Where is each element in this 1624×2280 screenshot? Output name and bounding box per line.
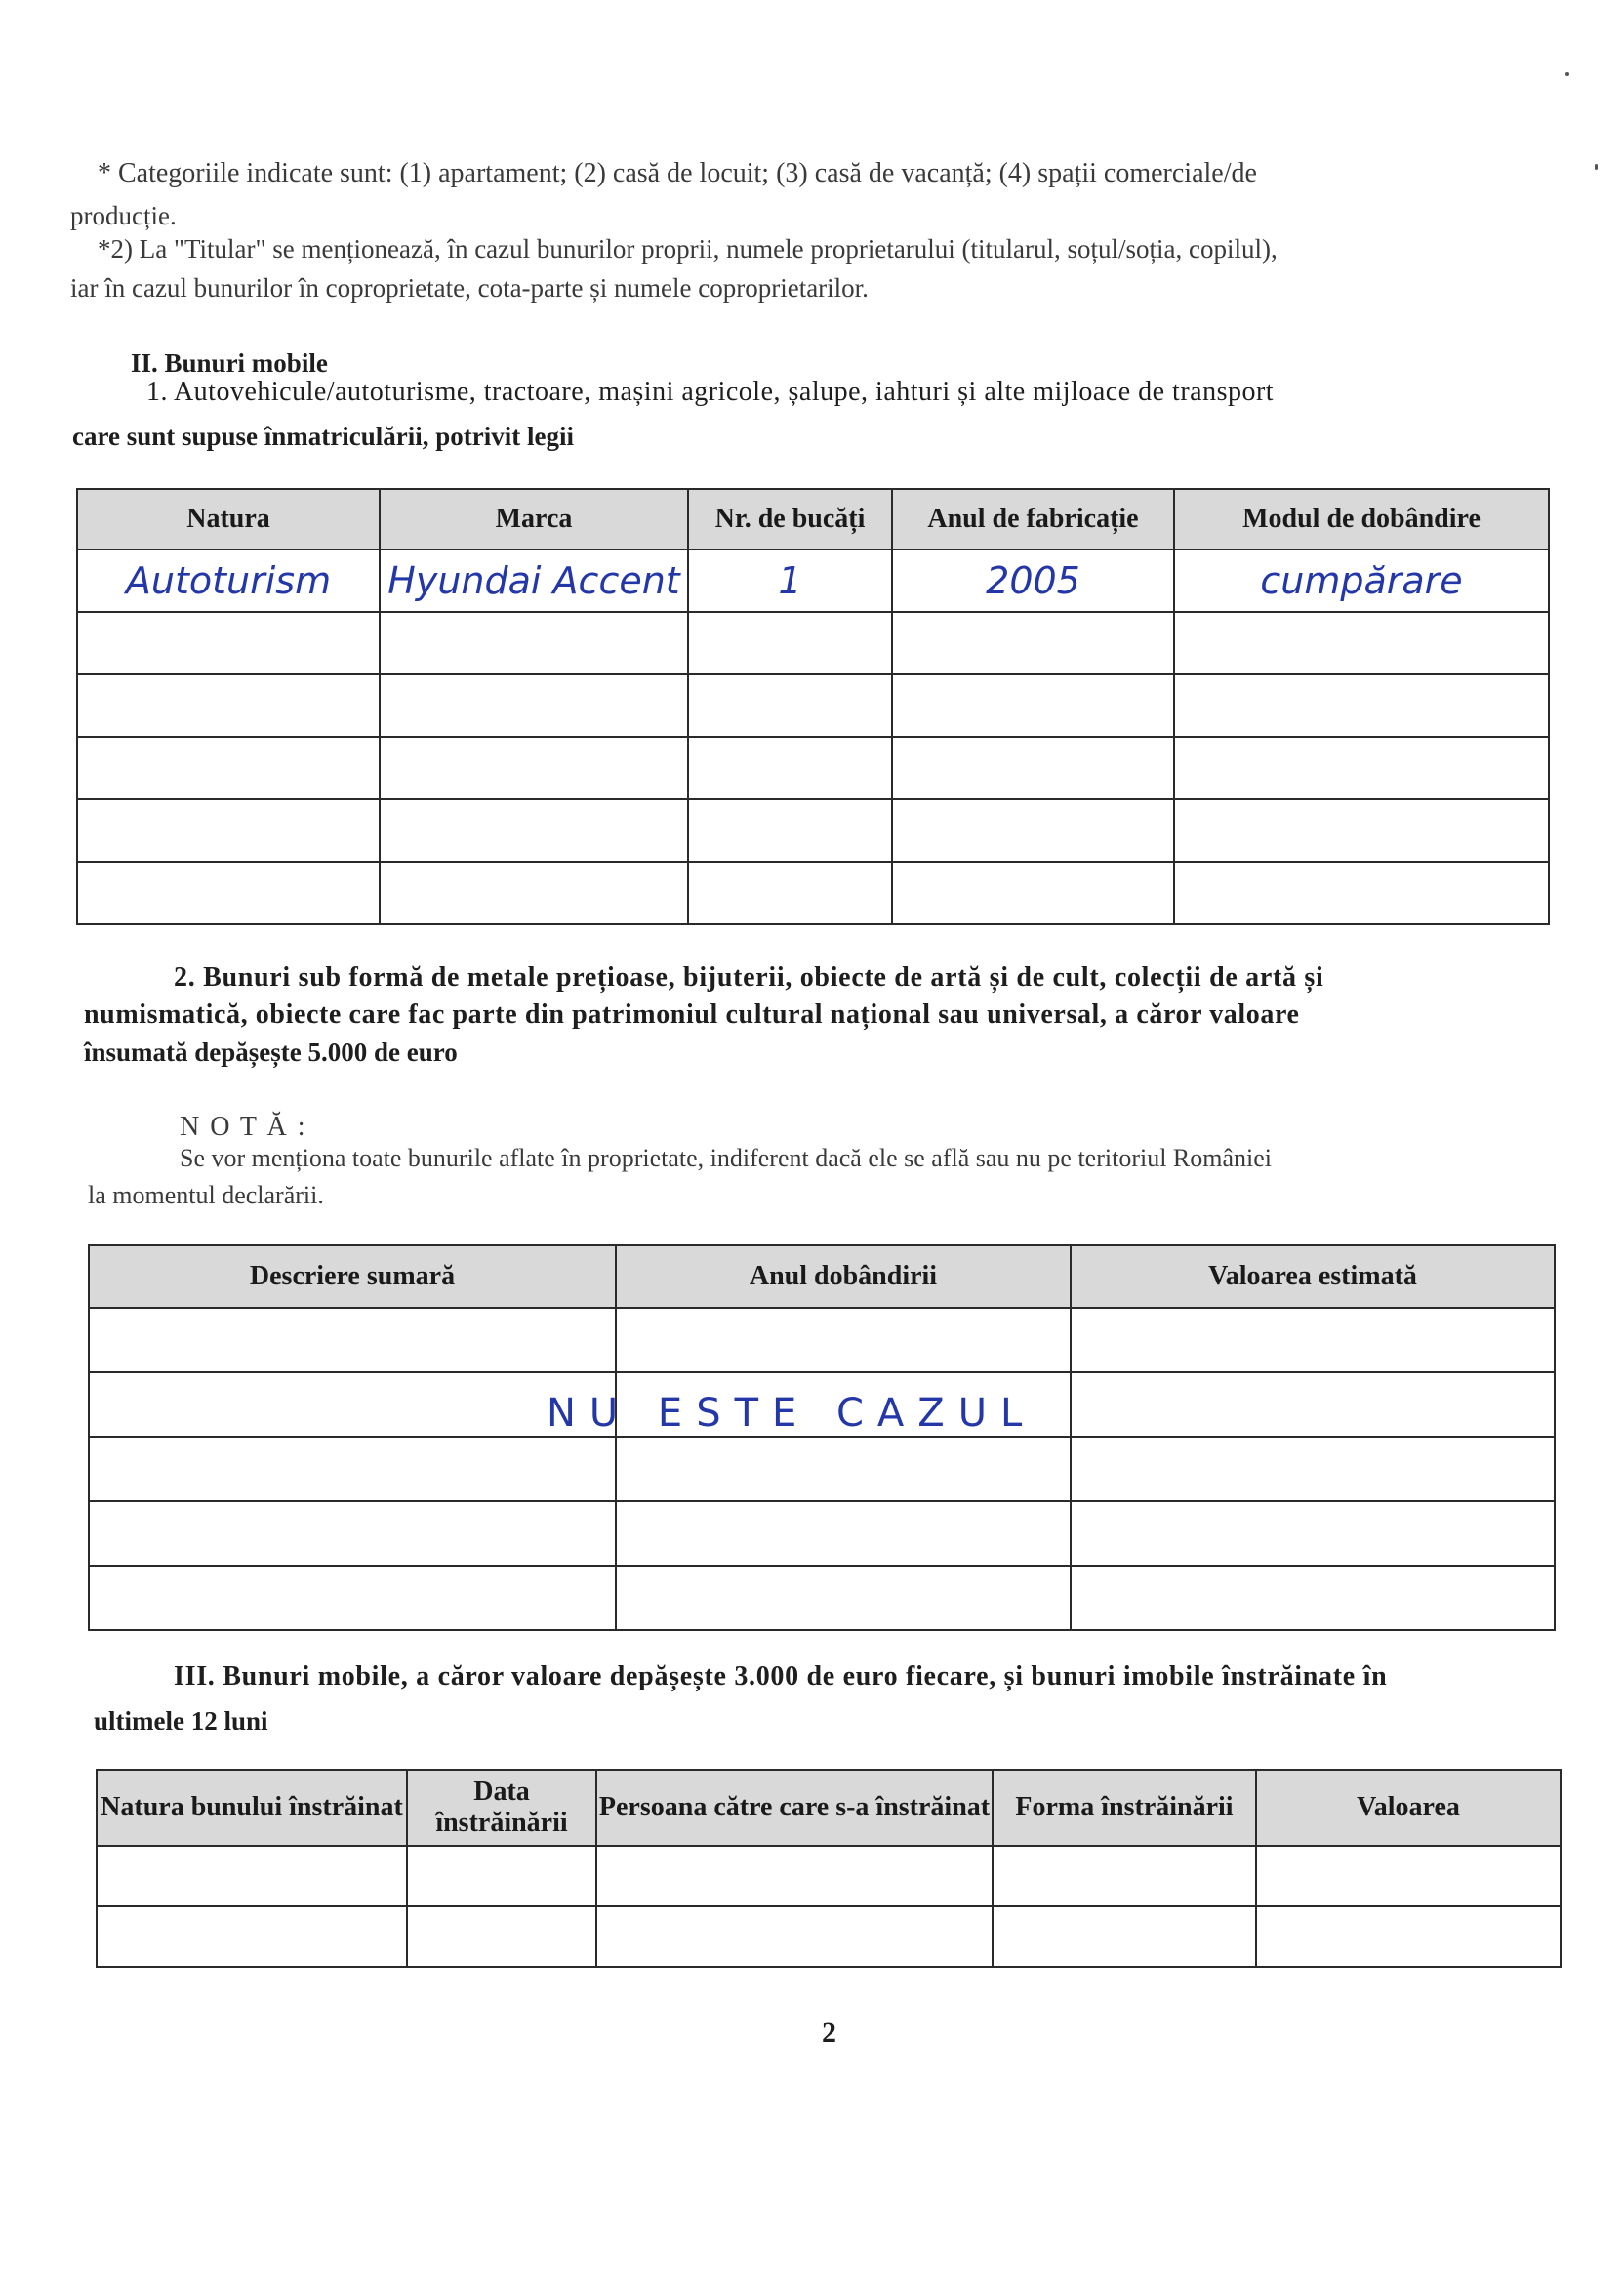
vehicles-col-marca: Marca (380, 489, 688, 550)
valuables-col-valoare: Valoarea estimată (1071, 1245, 1555, 1308)
table-row (97, 1846, 1561, 1906)
footnote-categories-line1: * Categoriile indicate sunt: (1) apartament; (2) casă de locuit; (3) casă de vacanță; (4) spații comerciale/de (98, 158, 1257, 188)
table-row (89, 1501, 1555, 1566)
section-iii-title-line2: ultimele 12 luni (94, 1706, 268, 1735)
valuables-table-wrap (88, 1244, 1554, 1633)
page-number: 2 (822, 2016, 836, 2049)
valuables-col-an-dobandire: Anul dobândirii (616, 1245, 1071, 1308)
footnote-categories-line2: producție. (70, 201, 177, 230)
table-row (97, 1906, 1561, 1967)
table-row (77, 674, 1549, 737)
table-row (77, 737, 1549, 799)
vehicles-col-an-fabricatie: Anul de fabricație (892, 489, 1174, 550)
valuables-table (88, 1244, 1556, 1631)
scan-speck (1565, 72, 1569, 76)
section-ii-title: II. Bunuri mobile (131, 348, 328, 378)
nota-text-line2: la momentul declarării. (88, 1181, 324, 1209)
vehicle-natura-value: Autoturism (77, 550, 380, 612)
vehicles-col-mod-dobandire: Modul de dobândire (1174, 489, 1549, 550)
footnote-titular-line1: *2) La "Titular" se menționează, în cazul bunurilor proprii, numele proprietarului (titularul, soțul/soția, copilul), (98, 234, 1278, 264)
section-ii-1-heading-line1: 1. Autovehicule/autoturisme, tractoare, mașini agricole, șalupe, iahturi și alte mijloace de transport (146, 377, 1275, 407)
table-row (77, 612, 1549, 674)
table-row (89, 1437, 1555, 1501)
table-row (89, 1308, 1555, 1372)
nota-label: N O T Ă : (180, 1112, 307, 1142)
section-ii-1-heading-line2: care sunt supuse înmatriculării, potrivit legii (72, 422, 574, 451)
footnote-titular-line2: iar în cazul bunurilor în coproprietate, cota-parte și numele coproprietarilor. (70, 273, 869, 303)
alienated-col-forma: Forma înstrăinării (993, 1770, 1256, 1846)
valuables-col-descriere: Descriere sumară (89, 1245, 616, 1308)
vehicles-table (76, 488, 1550, 925)
table-row (77, 862, 1549, 924)
alienated-col-persoana: Persoana către care s-a înstrăinat (596, 1770, 993, 1846)
table-row (77, 799, 1549, 862)
section-ii-2-heading-line1: 2. Bunuri sub formă de metale prețioase, bijuterii, obiecte de artă și de cult, colecții de artă și (174, 962, 1324, 993)
table-row (89, 1566, 1555, 1630)
section-iii-title-line1: III. Bunuri mobile, a căror valoare depășește 3.000 de euro fiecare, și bunuri imobile înstrăinate în (174, 1661, 1388, 1691)
nota-text-line1: Se vor menționa toate bunurile aflate în proprietate, indiferent dacă ele se află sau nu pe teritoriul României (180, 1144, 1273, 1172)
alienated-col-data: Data înstrăinării (407, 1770, 596, 1846)
not-applicable-handwritten: NU ESTE CAZUL (547, 1391, 1036, 1436)
scan-speck (1595, 164, 1598, 170)
vehicle-acquisition-value: cumpărare (1174, 550, 1549, 612)
vehicles-col-natura: Natura (77, 489, 380, 550)
alienated-col-valoarea: Valoarea (1256, 1770, 1561, 1846)
section-ii-2-heading-line2: numismatică, obiecte care fac parte din patrimoniul cultural național sau universal, a căror valoare (84, 999, 1300, 1030)
alienated-assets-table (96, 1769, 1562, 1968)
vehicle-year-value: 2005 (892, 550, 1174, 612)
alienated-col-natura: Natura bunului înstrăinat (97, 1770, 407, 1846)
section-ii-2-heading-line3: însumată depășește 5.000 de euro (84, 1038, 458, 1067)
vehicle-count-value: 1 (688, 550, 892, 612)
vehicle-marca-value: Hyundai Accent (380, 550, 688, 612)
table-row (77, 550, 1549, 612)
vehicles-col-nr-bucati: Nr. de bucăți (688, 489, 892, 550)
